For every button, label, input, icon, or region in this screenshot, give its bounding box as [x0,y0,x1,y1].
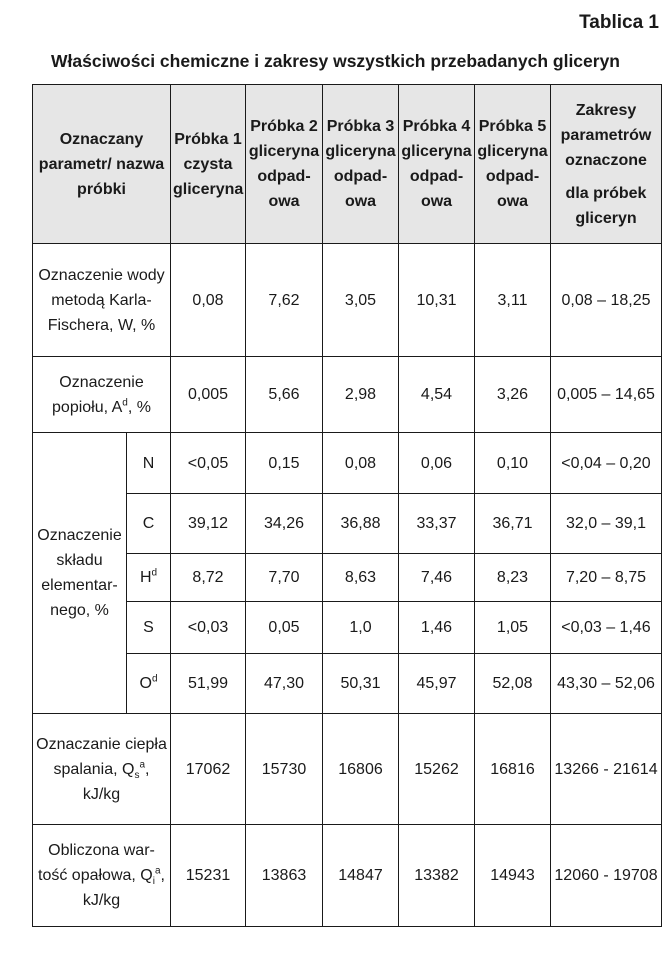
element-symbol: N [127,433,171,494]
table-title: Właściwości chemiczne i zakresy wszystkich przebadanych gliceryn [51,51,620,71]
heat-label-sup: a [139,759,146,771]
cell-value: 1,0 [323,602,399,654]
cell-value: 8,23 [475,554,551,602]
cell-value: 14847 [323,825,399,927]
ash-label-suffix: , % [127,398,151,416]
cell-value: 14943 [475,825,551,927]
row-label-water: Oznaczenie wody metodą Karla- Fischera, W, % [33,244,171,357]
heat-label-sub: s [134,769,140,781]
cell-value: 13382 [399,825,475,927]
cell-value: 16816 [475,714,551,825]
cell-value: 7,62 [246,244,323,357]
cell-value: <0,03 [171,602,246,654]
element-symbol: S [127,602,171,654]
cell-range: 0,005 – 14,65 [551,357,662,433]
table-row-element-s [33,602,662,654]
ranges-header-bottom: dla próbek gliceryn [565,184,647,227]
column-header-sample-3: Próbka 3 gliceryna odpad- owa [323,85,399,244]
cell-value: 45,97 [399,654,475,714]
heat-label-text: Oznaczanie ciepła spalania, Q [36,735,167,778]
cell-value: 39,12 [171,494,246,554]
column-header-param: Oznaczany parametr/ nazwa próbki [33,85,171,244]
cell-range: 0,08 – 18,25 [551,244,662,357]
calorific-label-sup: a [154,865,161,877]
cell-value: 36,71 [475,494,551,554]
cell-value: 0,06 [399,433,475,494]
ranges-header-top: Zakresy parametrów oznaczone [560,101,652,169]
cell-value: 0,10 [475,433,551,494]
cell-range: 7,20 – 8,75 [551,554,662,602]
cell-value: 52,08 [475,654,551,714]
cell-value: 15231 [171,825,246,927]
table-row-water [33,244,662,357]
table-row-element-c [33,494,662,554]
ash-label-text: Oznaczenie popiołu, A [52,373,144,416]
cell-value: 3,05 [323,244,399,357]
cell-value: 51,99 [171,654,246,714]
cell-range: 13266 - 21614 [551,714,662,825]
cell-value: 3,26 [475,357,551,433]
cell-value: 13863 [246,825,323,927]
cell-value: 34,26 [246,494,323,554]
cell-value: 17062 [171,714,246,825]
cell-value: 4,54 [399,357,475,433]
table-row-ash [33,357,662,433]
table-row-element-h [33,554,662,602]
row-label-ash [33,357,171,433]
cell-value: 8,63 [323,554,399,602]
cell-value: 15262 [399,714,475,825]
cell-range: 12060 - 19708 [551,825,662,927]
cell-value: 0,08 [323,433,399,494]
cell-value: 1,05 [475,602,551,654]
element-symbol: C [127,494,171,554]
heat-label-suffix: , kJ/kg [82,760,150,803]
table-row-calorific [33,825,662,927]
cell-value: 3,11 [475,244,551,357]
cell-value: 0,15 [246,433,323,494]
cell-range: 43,30 – 52,06 [551,654,662,714]
header-row [33,85,662,244]
cell-value: 50,31 [323,654,399,714]
element-symbol: $H^d$ [127,554,171,602]
row-label-calorific [33,825,171,927]
cell-value: 7,46 [399,554,475,602]
element-symbol: $O^d$ [127,654,171,714]
cell-range: <0,04 – 0,20 [551,433,662,494]
calorific-label-sub: i [152,876,155,888]
table-row-element-o [33,654,662,714]
table-row-element-n [33,433,662,494]
cell-value: 8,72 [171,554,246,602]
cell-value: 0,005 [171,357,246,433]
ash-label-sup: d [122,397,128,409]
cell-range: <0,03 – 1,46 [551,602,662,654]
column-header-ranges [551,85,662,244]
table-number-label: Tablica 1 [579,12,659,33]
cell-value: <0,05 [171,433,246,494]
cell-value: 47,30 [246,654,323,714]
cell-value: 0,05 [246,602,323,654]
cell-value: 33,37 [399,494,475,554]
cell-value: 15730 [246,714,323,825]
cell-value: 0,08 [171,244,246,357]
table-row-heat [33,714,662,825]
cell-value: 1,46 [399,602,475,654]
column-header-sample-5: Próbka 5 gliceryna odpad- owa [475,85,551,244]
cell-value: 36,88 [323,494,399,554]
row-label-elemental: Oznaczenie składu elementar- nego, % [33,433,127,714]
cell-value: 16806 [323,714,399,825]
column-header-sample-2: Próbka 2 gliceryna odpad- owa [246,85,323,244]
cell-value: 10,31 [399,244,475,357]
cell-value: 5,66 [246,357,323,433]
calorific-label-text: Obliczona war- tość opałowa, Q [38,842,155,884]
cell-value: 2,98 [323,357,399,433]
cell-range: 32,0 – 39,1 [551,494,662,554]
row-label-heat [33,714,171,825]
glycerin-properties-table [32,84,662,927]
column-header-sample-4: Próbka 4 gliceryna odpad- owa [399,85,475,244]
cell-value: 7,70 [246,554,323,602]
column-header-sample-1: Próbka 1 czysta gliceryna [171,85,246,244]
calorific-label-suffix: , kJ/kg [82,867,165,909]
